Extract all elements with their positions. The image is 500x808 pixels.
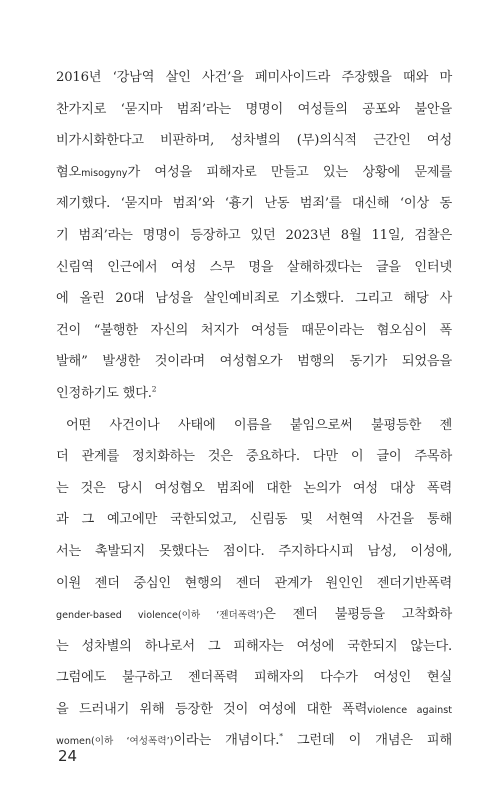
page-number: 24 [58,747,78,765]
body-text [56,62,452,757]
english-term: violence against [367,704,452,716]
text-line: 그럼에도 불구하고 젠더폭력 피해자의 다수가 여성인 현실 [56,670,452,686]
text-line: 어떤 사건이나 사태에 이름을 붙임으로써 불평등한 젠 [66,417,452,433]
text-line [56,378,452,410]
text-line: 기 범죄’라는 명명이 등장하고 있던 2023년 8월 11일, 검찰은 [56,227,452,243]
text-line [56,694,452,726]
text-line: 찬가지로 ‘묻지마 범죄’라는 명명이 여성들의 공포와 불안을 [56,101,452,117]
text-line: 제기했다. ‘묻지마 범죄’와 ‘흉기 난동 범죄’를 대신해 ‘이상 동 [56,196,452,212]
text-segment: 은 젠더 불평등을 고착화하 [263,607,452,623]
text-segment: 가 여성을 피해자로 만들고 있는 상황에 문제를 [127,164,452,180]
text-line [56,725,452,757]
text-line: 건이 “불행한 자신의 처지가 여성들 때문이라는 혐오심이 폭 [56,322,452,338]
text-line: 는 것은 당시 여성혐오 범죄에 대한 논의가 여성 대상 폭력 [56,480,452,496]
english-term: women(이하 ‘여성폭력’) [56,736,174,748]
text-line: 과 그 예고에만 국한되었고, 신림동 및 서현역 사건을 통해 [56,512,452,528]
paragraph-2 [56,410,452,758]
text-line [56,599,452,631]
text-line: 이원 젠더 중심인 현행의 젠더 관계가 원인인 젠더기반폭력 [56,575,452,591]
footnote-ref: 2 [151,384,157,394]
text-line: 에 올린 20대 남성을 살인예비죄로 기소했다. 그리고 해당 사 [56,291,452,307]
text-line: 비가시화한다고 비판하며, 성차별의 (무)의식적 근간인 여성 [56,133,452,149]
english-term: misogyny [81,167,128,179]
text-segment: 이라는 개념이다. [173,733,280,749]
text-segment: 을 드러내기 위해 등장한 것이 여성에 대한 폭력 [56,701,368,717]
text-segment: 인정하기도 했다. [56,385,152,401]
text-line: 신림역 인근에서 여성 스무 명을 살해하겠다는 글을 인터넷 [56,259,452,275]
english-term: gender-based violence(이하 ‘젠더폭력’) [56,610,264,622]
paragraph-1 [56,62,452,410]
text-line: 2016년 ‘강남역 살인 사건’을 페미사이드라 주장했을 때와 마 [56,70,452,85]
text-line [56,157,452,189]
text-segment: 혐오 [56,164,82,180]
text-line: 서는 촉발되지 못했다는 점이다. 주지하다시피 남성, 이성애, [56,543,452,559]
footnote-ref: * [279,732,283,742]
text-line: 더 관계를 정치화하는 것은 중요하다. 다만 이 글이 주목하 [56,449,452,465]
text-segment: 그런데 이 개념은 피해 [282,733,452,749]
text-line: 는 성차별의 하나로서 그 피해자는 여성에 국한되지 않는다. [56,638,452,654]
text-line: 발해” 발생한 것이라며 여성혐오가 범행의 동기가 되었음을 [56,354,452,370]
